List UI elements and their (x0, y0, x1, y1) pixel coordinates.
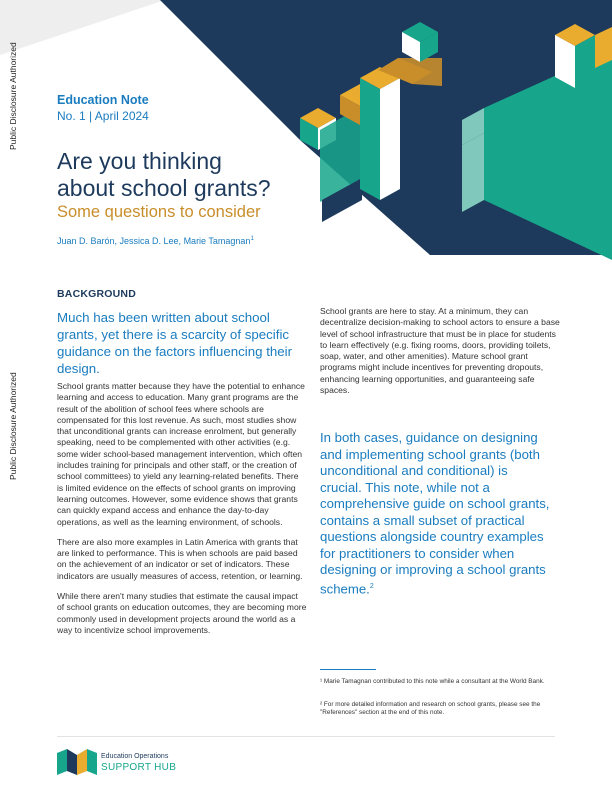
lead-paragraph: Much has been written about school grants, yet there is a scarcity of specific guidance on the factors influencing their design. (57, 310, 293, 376)
section-heading: BACKGROUND (57, 288, 136, 300)
hub-logo-icon (57, 749, 97, 775)
title-line-2: about school grants? (57, 175, 271, 201)
authors-names: Juan D. Barón, Jessica D. Lee, Marie Tamagnan (57, 236, 251, 246)
pull-quote-footnote-mark: 2 (369, 582, 374, 590)
body-paragraph: While there aren't many studies that estimate the causal impact of school grants on education outcomes, they are becoming more commonly used in development projects around the world as a way to incentivize school improvements. (57, 591, 307, 635)
pull-quote (320, 430, 550, 597)
page-title (57, 148, 327, 202)
column-left (57, 381, 307, 645)
footnote-1: ¹ Marie Tamagnan contributed to this note while a consultant at the World Bank. (320, 678, 545, 685)
column-right (320, 306, 560, 405)
logo-line-2: SUPPORT HUB (101, 762, 177, 773)
pull-quote-text: In both cases, guidance on designing and implementing school grants (both unconditional and conditional) is crucial. This note, while not a comprehensive guide on school grants, contains a small subset of practical questions alongside country examples for practitioners to consider when designing or improving a school grants scheme. (320, 430, 550, 596)
title-line-1: Are you thinking (57, 148, 222, 174)
logo-line-1: Education Operations (101, 753, 169, 760)
footnote-2: ² For more detailed information and research on school grants, please see the "References" section at the end of this note. (320, 701, 541, 717)
footer-divider (57, 736, 555, 737)
series-name: Education Note (57, 93, 149, 107)
body-paragraph: School grants are here to stay. At a minimum, they can decentralize decision-making to school actors to ensure a base level of school infrastructure that must be in place for students to learn effectively (e.g. fixing rooms, doors, providing toilets, soap, water, and other amenities). Mature school grant programs might include incentives for preventing dropouts, enhancing learning opportunities, and guaranteeing safe spaces. (320, 306, 560, 396)
body-paragraph: School grants matter because they have the potential to enhance learning and access to education. Many grant programs are the result of the abolition of school fees where schools are compensated for this lost revenue. As such, most studies show that unconditional grants can increase enrolment, but generally speaking, need to be complemented with other activities (e.g. some wider school-based management intervention, which often includes training for principals and other staff, or the creation of school committees) to yield any learning-related benefits. There is limited evidence on the effects of school grants on improving learning outcomes. However, some evidence shows that grants can quickly expand access and enhance the day-to-day operations, as well as the learning environment, of schools. (57, 381, 305, 527)
authors (57, 236, 254, 246)
footnote-divider (320, 669, 376, 670)
public-disclosure-label-top: Public Disclosure Authorized (8, 42, 18, 150)
body-paragraph: There are also more examples in Latin America with grants that are linked to performance. This is when schools are paid based on the achievement of an indicator or set of indicators. These indicators are usually measures of access, retention, or learning. (57, 536, 303, 581)
issue-label: No. 1 | April 2024 (57, 109, 149, 123)
public-disclosure-label-bottom: Public Disclosure Authorized (8, 372, 18, 480)
authors-footnote-mark: 1 (250, 236, 254, 242)
page-subtitle: Some questions to consider (57, 203, 261, 221)
